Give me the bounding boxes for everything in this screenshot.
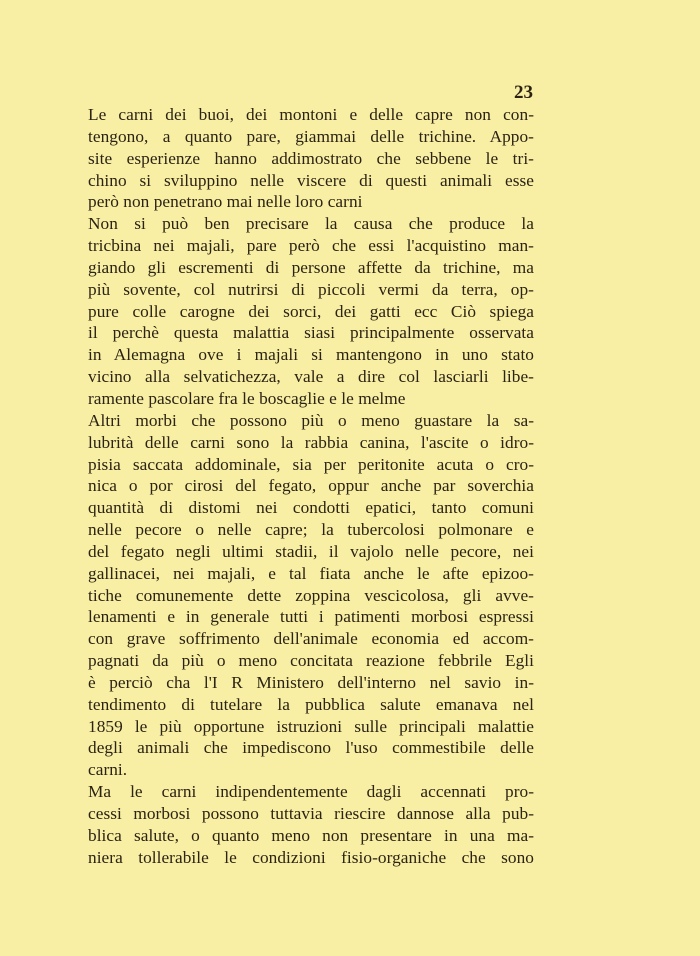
text-line: pagnati da più o meno concitata reazione febbrile Egli	[88, 651, 534, 671]
text-line: lenamenti e in generale tutti i patimenti morbosi espressi	[88, 607, 534, 627]
text-line: 1859 le più opportune istruzioni sulle principali malattie	[88, 716, 534, 736]
text-line: tiche comunemente dette zoppina vescicolosa, gli avve-	[88, 585, 534, 605]
page-number: 23	[514, 82, 533, 103]
text-line: vicino alla selvatichezza, vale a dire col lasciarli libe-	[88, 367, 534, 387]
text-line: il perchè questa malattia siasi principalmente osservata	[88, 323, 534, 343]
text-line: nica o por cirosi del fegato, oppur anche par soverchia	[88, 476, 534, 496]
text-line: Le carni dei buoi, dei montoni e delle capre non con-	[88, 105, 534, 124]
text-line: quantità di distomi nei condotti epatici, tanto comuni	[88, 498, 534, 518]
text-line: blica salute, o quanto meno non presentare in una ma-	[88, 825, 534, 845]
text-line: ramente pascolare fra le boscaglie e le melme	[88, 388, 406, 408]
text-line: è perciò cha l'I R Ministero dell'interno nel savio in-	[88, 672, 534, 692]
text-line: però non penetrano mai nelle loro carni	[88, 192, 363, 212]
text-line: con grave soffrimento dell'animale economia ed accom-	[88, 629, 534, 649]
text-line: tengono, a quanto pare, giammai delle trichine. Appo-	[88, 126, 534, 146]
text-line: carni.	[88, 760, 128, 780]
body-text	[88, 104, 534, 869]
text-line: Ma le carni indipendentemente dagli accennati pro-	[88, 782, 534, 802]
text-line: tendimento di tutelare la pubblica salute emanava nel	[88, 694, 534, 714]
text-line: site esperienze hanno addimostrato che sebbene le tri-	[88, 148, 534, 168]
text-line: gallinacei, nei majali, e tal fiata anche le afte epizoo-	[88, 563, 534, 583]
text-line: chino si sviluppino nelle viscere di questi animali esse	[88, 170, 534, 190]
text-line: nelle pecore o nelle capre; la tubercolosi polmonare e	[88, 520, 534, 540]
text-line: più sovente, col nutrirsi di piccoli vermi da terra, op-	[88, 279, 534, 299]
text-line: in Alemagna ove i majali si mantengono in uno stato	[88, 345, 534, 365]
text-line: pure colle carogne dei sorci, dei gatti ecc Ciò spiega	[88, 301, 534, 321]
text-line: Altri morbi che possono più o meno guastare la sa-	[88, 410, 534, 430]
text-line: pisia saccata addominale, sia per peritonite acuta o cro-	[88, 454, 534, 474]
text-line: cessi morbosi possono tuttavia riescire dannose alla pub-	[88, 804, 534, 823]
text-line: niera tollerabile le condizioni fisio-organiche che sono	[88, 847, 534, 867]
text-line: del fegato negli ultimi stadii, il vajolo nelle pecore, nei	[88, 541, 534, 561]
text-line: tricbina nei majali, pare però che essi l'acquistino man-	[88, 236, 534, 256]
text-line: degli animali che impediscono l'uso commestibile delle	[88, 738, 534, 758]
text-line: Non si può ben precisare la causa che produce la	[88, 214, 534, 234]
text-line: giando gli escrementi di persone affette da trichine, ma	[88, 257, 534, 277]
text-line: lubrità delle carni sono la rabbia canina, l'ascite o idro-	[88, 432, 534, 452]
